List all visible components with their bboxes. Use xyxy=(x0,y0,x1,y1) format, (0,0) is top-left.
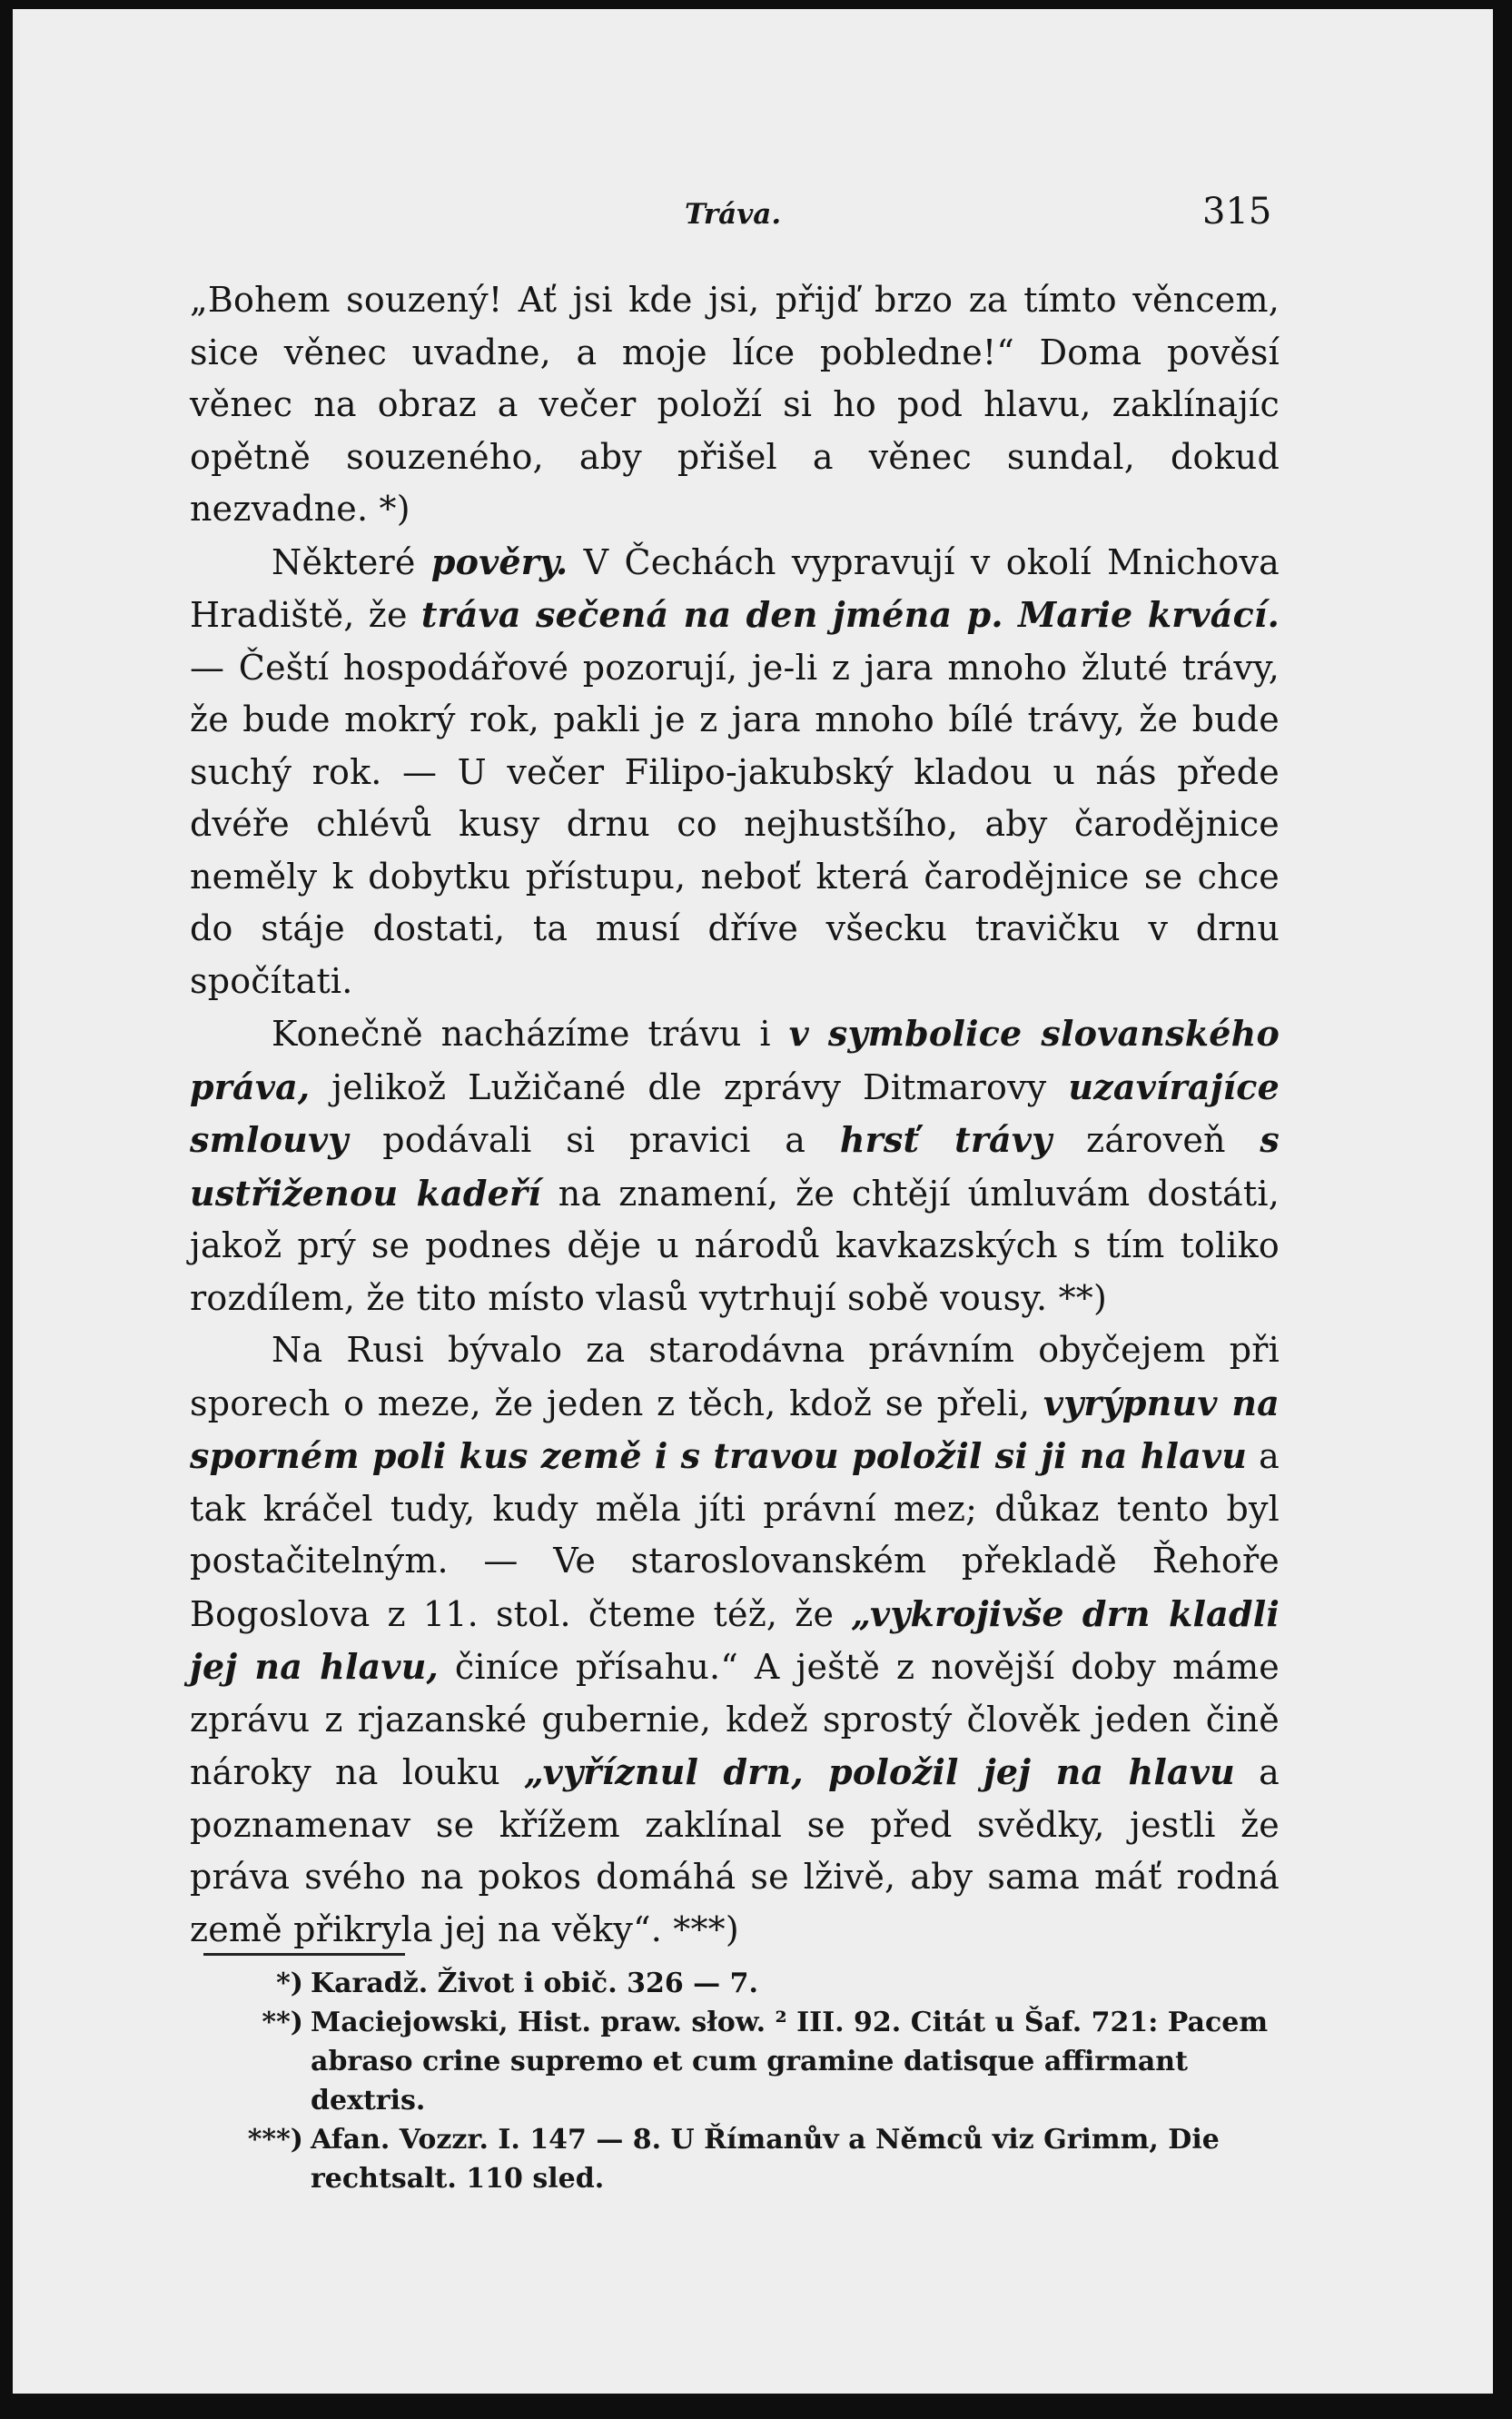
text-run: na znamení, že chtějí úmluvám dostáti, jakož prý se podnes děje u národů kavkazských s tím toliko rozdílem, že tito místo vlasů vytrhují sobě vousy. **) xyxy=(190,1173,1280,1318)
italic-phrase: uzavírajíce smlouvy xyxy=(190,1066,1280,1160)
paragraph xyxy=(190,1324,1280,1956)
paragraph xyxy=(190,1007,1280,1324)
footnote xyxy=(203,2003,1284,2120)
italic-phrase: s ustřiženou kadeří xyxy=(190,1119,1280,1214)
text-run: Na Rusi bývalo za starodávna právním obyčejem při sporech o meze, že jeden z těch, kdož se přeli, xyxy=(190,1330,1280,1423)
text-run: V Čechách vypravují v okolí Mnichova Hradiště, že xyxy=(190,541,1280,635)
text-run: Konečně nacházíme trávu i xyxy=(272,1014,789,1054)
italic-phrase: „vykrojivše drn kladli jej na hlavu, xyxy=(190,1592,1280,1687)
footnote-mark: **) xyxy=(262,2007,303,2038)
paragraph xyxy=(190,274,1280,536)
italic-phrase: pověry. xyxy=(430,540,568,582)
footnote-mark: *) xyxy=(276,1968,303,1999)
book-page xyxy=(13,9,1493,2394)
text-run: Některé xyxy=(272,541,431,582)
footnote-separator xyxy=(203,1953,405,1956)
page-header xyxy=(13,191,1493,245)
text-run: a poznamenav se křížem zaklínal se před svědky, jestli že práva svého na pokos domáhá se lživě, aby sama máť rodná země přikryla jej na věky“. ***) xyxy=(190,1752,1280,1949)
text-run: podávali si pravici a xyxy=(348,1120,840,1160)
italic-phrase: hrsť trávy xyxy=(839,1119,1052,1160)
italic-phrase: tráva sečená na den jména p. Marie krvácí. xyxy=(420,594,1280,635)
text-run: činíce přísahu.“ A ještě z novější doby máme zprávu z rjazanské gubernie, kdež sprostý člověk jeden čině nároky na louku xyxy=(190,1647,1280,1792)
italic-phrase: „vyříznul drn, položil jej na hlavu xyxy=(523,1751,1235,1792)
page-number: 315 xyxy=(1202,191,1272,233)
footnotes xyxy=(203,1964,1284,2198)
text-run: a tak kráčel tudy, kudy měla jíti právní mez; důkaz tento byl postačitelným. — Ve staroslovanském překladě Řehoře Bogoslova z 11. stol. čteme též, že xyxy=(190,1436,1280,1634)
text-run: — Čeští hospodářové pozorují, je-li z jara mnoho žluté trávy, že bude mokrý rok, pakli je z jara mnoho bílé trávy, že bude suchý rok. — U večer Filipo-jakubský kladou u nás přede dvéře chlévů kusy drnu co nejhustšího, aby čarodějnice neměly k dobytku přístupu, neboť která čarodějnice se chce do stáje dostati, ta musí dříve všecku travičku v drnu spočítati. xyxy=(190,647,1280,1001)
italic-phrase: v symbolice slovanského práva, xyxy=(190,1013,1280,1107)
text-run: zároveň xyxy=(1052,1120,1260,1160)
footnote-text: Karadž. Život i obič. 326 — 7. xyxy=(311,1968,758,1999)
footnote-text: Afan. Vozzr. I. 147 — 8. U Římanův a Němců viz Grimm, Die rechtsalt. 110 sled. xyxy=(311,2124,1220,2195)
footnote xyxy=(203,2120,1284,2198)
footnote-mark: ***) xyxy=(247,2124,303,2156)
running-title: Tráva. xyxy=(685,198,782,231)
text-run: „Bohem souzený! Ať jsi kde jsi, přijď brzo za tímto věncem, sice věnec uvadne, a moje líce pobledne!“ Doma pověsí věnec na obraz a večer položí si ho pod hlavu, zaklínajíc opětně souzeného, aby přišel a věnec sundal, dokud nezvadne. *) xyxy=(190,280,1280,529)
paragraph xyxy=(190,536,1280,1008)
footnote-text: Maciejowski, Hist. praw. słow. ² III. 92. Citát u Šaf. 721: Pacem abraso crine supremo et cum gramine datisque affirmant dextris. xyxy=(311,2007,1269,2117)
footnote xyxy=(203,1964,1284,2003)
italic-phrase: vyrýpnuv na sporném poli kus země i s travou položil si ji na hlavu xyxy=(190,1382,1280,1476)
body-text xyxy=(190,274,1280,1956)
text-run: jelikož Lužičané dle zprávy Ditmarovy xyxy=(310,1066,1069,1107)
